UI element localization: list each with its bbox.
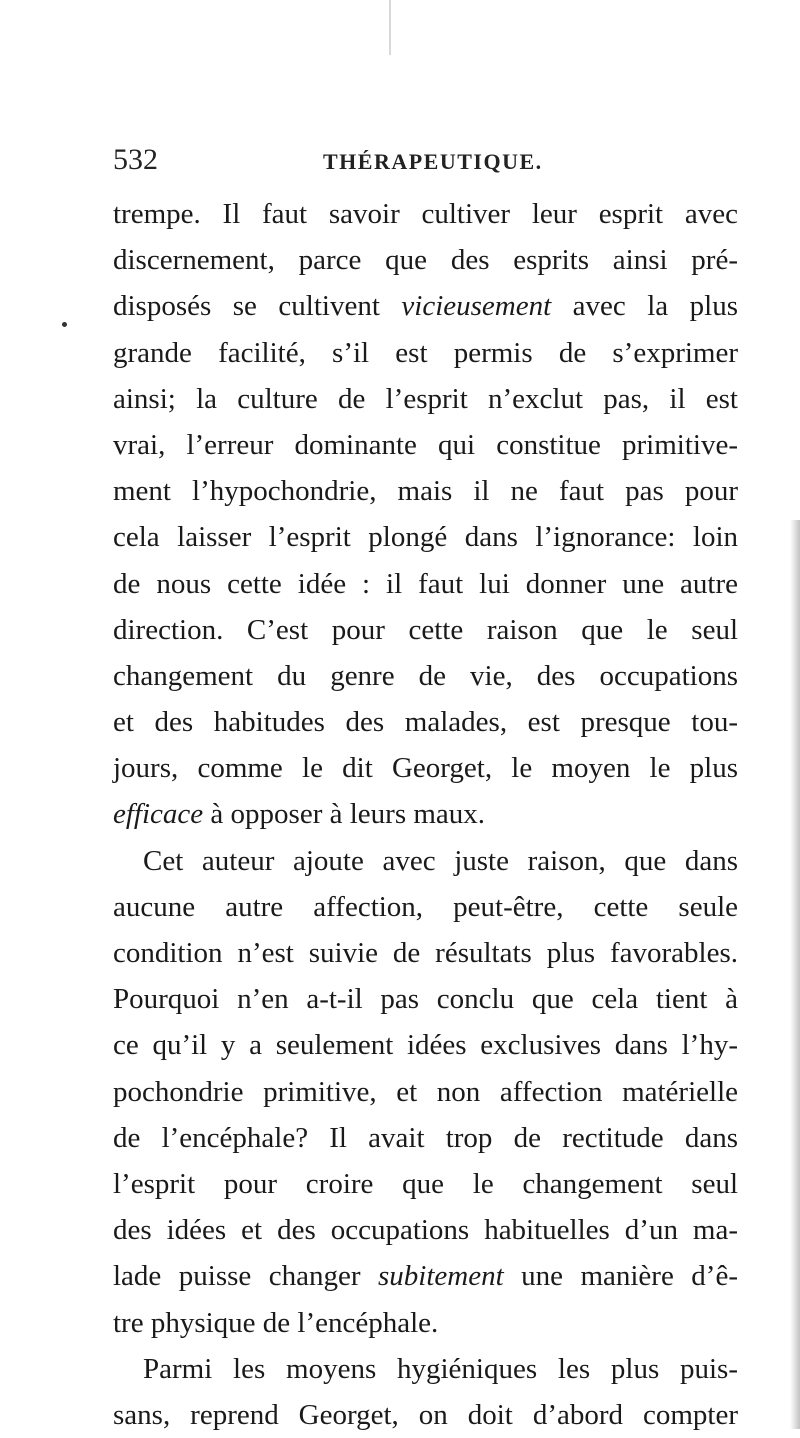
text-run: grande facilité, s’il est permis de s’exprimer [113,336,738,369]
italic-emphasis: vicieusement [401,290,552,323]
text-line [113,791,738,837]
text-run: discernement, parce que des esprits ainsi pré- [113,244,738,277]
text-line [113,607,738,653]
text-run: ce qu’il y a seulement idées exclusives dans l’hy- [113,1029,738,1062]
text-line [113,1161,738,1207]
text-line [113,1346,738,1392]
text-run: ment l’hypochondrie, mais il ne faut pas pour [113,475,738,508]
text-line [113,422,738,468]
text-line [113,976,738,1022]
text-line [113,699,738,745]
text-run: aucune autre affection, peut-être, cette seule [113,890,738,923]
text-line [113,1300,738,1346]
text-line [113,1022,738,1068]
italic-emphasis: subitement [377,1260,504,1293]
text-line [113,1253,738,1299]
text-line [113,930,738,976]
text-run: Cet auteur ajoute avec juste raison, que dans [143,844,738,877]
text-line [113,838,738,884]
text-run: de l’encéphale? Il avait trop de rectitude dans [113,1121,738,1154]
text-run: jours, comme le dit Georget, le moyen le plus [113,752,738,785]
text-line [113,514,738,560]
text-run: une manière d’ê- [503,1260,738,1293]
ink-speck [62,322,67,327]
text-line [113,1115,738,1161]
text-run: vrai, l’erreur dominante qui constitue primitive- [113,428,738,461]
page-edge-shadow [790,520,800,1429]
text-run: lade puisse changer [113,1260,378,1293]
text-run: des idées et des occupations habituelles d’un ma- [113,1214,738,1247]
text-line [113,653,738,699]
text-run: à opposer à leurs maux. [203,798,486,831]
text-run: cela laisser l’esprit plongé dans l’ignorance: loin [113,521,738,554]
running-head: THÉRAPEUTIQUE. [323,149,543,174]
text-run: condition n’est suivie de résultats plus favorables. [113,937,738,969]
text-run: trempe. Il faut savoir cultiver leur esprit avec [113,198,738,230]
text-run: Pourquoi n’en a-t-il pas conclu que cela tient à [113,983,738,1016]
text-run: l’esprit pour croire que le changement seul [113,1167,738,1200]
text-run: direction. C’est pour cette raison que le seul [113,613,738,646]
scan-mark [389,0,391,55]
text-run: sans, reprend Georget, on doit d’abord compter [113,1398,738,1431]
page-number: 532 [113,143,158,176]
text-run: tre physique de l’encéphale. [113,1306,439,1339]
text-line [113,237,738,283]
text-line [113,191,738,237]
text-line [113,283,738,329]
text-line [113,376,738,422]
text-run: et des habitudes des malades, est presque tou- [113,706,738,739]
text-line [113,1392,738,1438]
text-line [113,468,738,514]
text-run: Parmi les moyens hygiéniques les plus puis- [143,1352,738,1385]
page-header [113,142,713,182]
text-line [113,561,738,607]
text-run: avec la plus [551,290,739,323]
text-line [113,884,738,930]
text-run: de nous cette idée : il faut lui donner une autre [113,567,738,600]
text-run: changement du genre de vie, des occupations [113,659,738,692]
italic-emphasis: efficace [113,798,204,831]
text-run: pochondrie primitive, et non affection matérielle [113,1075,738,1108]
body-text [113,191,738,1438]
text-line [113,1069,738,1115]
text-run: disposés se cultivent [113,290,402,323]
text-run: ainsi; la culture de l’esprit n’exclut pas, il est [113,382,738,415]
text-line [113,330,738,376]
text-line [113,745,738,791]
text-line [113,1207,738,1253]
